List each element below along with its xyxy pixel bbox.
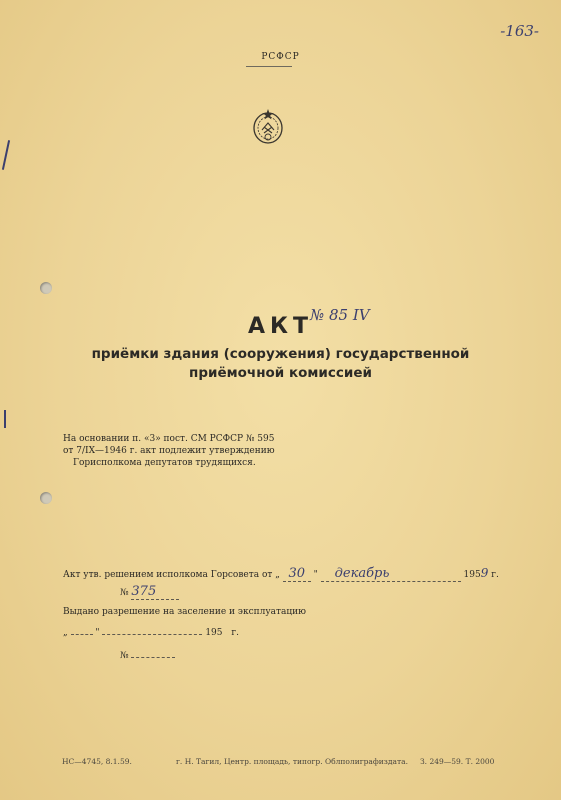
basis-line-3: Горисполкома депутатов трудящихся.: [73, 458, 256, 468]
approval-open-quote: „: [275, 570, 280, 580]
footer-right: З. 249—59. Т. 2000: [420, 757, 495, 766]
footer-center: г. Н. Тагил, Центр. площадь, типогр. Облполиграфиздата.: [176, 757, 408, 766]
permit-number-field: [131, 657, 175, 658]
approval-day-field: [283, 566, 311, 582]
footer-left: НС—4745, 8.1.59.: [62, 757, 132, 766]
permit-date-line: [63, 628, 239, 638]
basis-line-2: от 7/IX—1946 г. акт подлежит утверждению: [63, 446, 275, 456]
approval-year-prefix: 195: [463, 570, 481, 580]
permit-year-unit: г.: [231, 628, 239, 638]
document-subtitle: [0, 345, 561, 383]
document-title: АКТ: [247, 314, 313, 339]
approval-month: декабрь: [334, 566, 390, 581]
subtitle-line-2: приёмочной комиссией: [189, 365, 372, 381]
approval-number: 375: [131, 584, 157, 599]
title-wrap: [0, 314, 561, 339]
approval-number-field: [131, 584, 179, 600]
act-number: № 85 IV: [310, 306, 370, 324]
approval-line: [63, 566, 499, 582]
approval-number-prefix: №: [120, 588, 129, 598]
permit-open-quote: „: [63, 628, 68, 638]
header-rule: [246, 66, 292, 67]
approval-month-field: [321, 566, 461, 582]
subtitle-line-1: приёмки здания (сооружения) государственной: [91, 346, 470, 362]
approval-day: 30: [288, 566, 306, 581]
approval-number-line: [120, 584, 179, 600]
permit-year-prefix: 195: [205, 628, 223, 638]
permit-number-line: [120, 651, 175, 661]
permit-day-field: [71, 634, 93, 635]
approval-close-quote: ": [313, 570, 318, 580]
page-number: -163-: [500, 22, 539, 40]
edge-ink-mark: [4, 410, 6, 428]
permit-month-field: [102, 634, 202, 635]
approval-label: Акт утв. решением исполкома Горсовета от: [63, 570, 273, 580]
approval-year-suffix: 9: [480, 566, 489, 580]
punch-hole-top: [40, 282, 52, 294]
republic-header: РСФСР: [261, 52, 300, 62]
permit-number-prefix: №: [120, 651, 129, 661]
edge-ink-mark: [2, 140, 10, 170]
permit-label-line: [63, 607, 306, 617]
permit-close-quote: ": [95, 628, 100, 638]
state-emblem-icon: [251, 106, 285, 146]
punch-hole-bottom: [40, 492, 52, 504]
permit-label: Выдано разрешение на заселение и эксплуатацию: [63, 607, 306, 617]
approval-year-unit: г.: [491, 570, 499, 580]
basis-note: [63, 433, 275, 469]
basis-line-1: На основании п. «3» пост. СМ РСФСР № 595: [63, 434, 275, 444]
